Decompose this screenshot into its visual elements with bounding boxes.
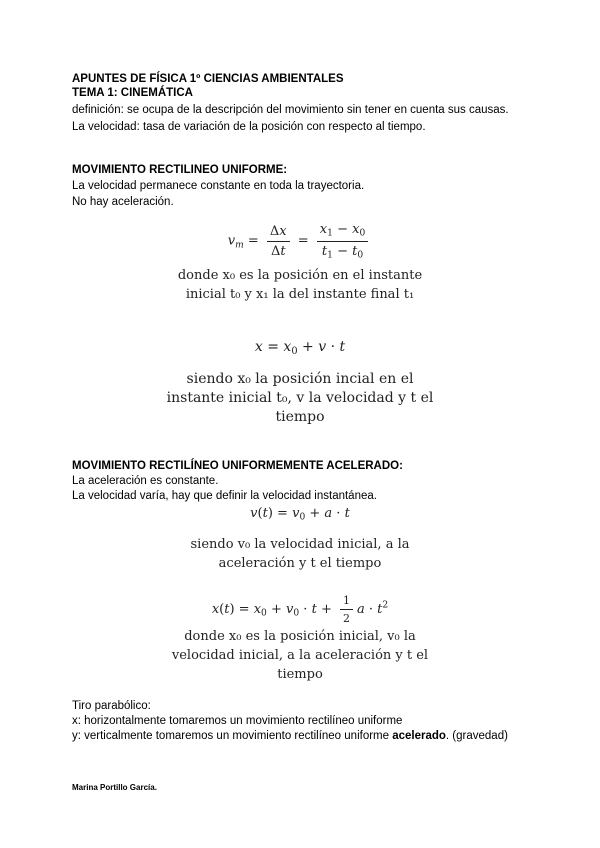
mrua-heading: MOVIMIENTO RECTILÍNEO UNIFORMEMENTE ACELERADO: <box>72 460 403 472</box>
author-footer: Marina Portillo García. <box>72 783 157 792</box>
mru-caption-2b: instante inicial t₀, v la velocidad y t el <box>166 390 434 406</box>
mru-caption-2a: siendo x₀ la posición incial en el <box>186 371 414 387</box>
tiro-x-line: x: horizontalmente tomaremos un movimiento rectilíneo uniforme <box>72 715 403 727</box>
velocity-definition: La velocidad: tasa de variación de la posición con respecto al tiempo. <box>72 121 426 133</box>
mrua-caption-1a: siendo v₀ la velocidad inicial, a la <box>190 537 410 552</box>
definition-text: definición: se ocupa de la descripción del movimiento sin tener en cuenta sus causas. <box>72 104 509 116</box>
mrua-caption-2a: donde x₀ es la posición inicial, v₀ la <box>184 629 416 644</box>
mrua-caption-1b: aceleración y t el tiempo <box>218 556 382 571</box>
mru-line-2: No hay aceleración. <box>72 196 174 208</box>
mrua-line-1: La aceleración es constante. <box>72 475 219 487</box>
tiro-y-text-bold: acelerado <box>392 730 446 742</box>
mrua-caption-2c: tiempo <box>277 667 323 682</box>
mrua-caption-2b: velocidad inicial, a la aceleración y t el <box>171 648 429 663</box>
mru-line-1: La velocidad permanece constante en toda la trayectoria. <box>72 180 365 192</box>
mru-velocity-formula: $v_m$ = $\frac{\Delta x}{\Delta t}$ = $\frac{x_1 - x_0}{t_1 - t_0}$ <box>0 222 600 260</box>
mrua-position-formula: $x(t) = x_0 + v_0 \cdot t$ + $\frac{1}{2}$ $a \cdot t^2$ <box>211 594 389 625</box>
tiro-y-text-pre: y: verticalmente tomaremos un movimiento rectilíneo uniforme <box>72 730 393 742</box>
tiro-heading: Tiro parabólico: <box>72 700 151 712</box>
mru-heading: MOVIMIENTO RECTILINEO UNIFORME: <box>72 164 288 176</box>
tiro-y-line <box>72 729 508 743</box>
mru-position-formula: $x = x_0 + v \cdot t$ <box>254 339 346 357</box>
mrua-velocity-formula: $v(t) = v_0 + a \cdot t$ <box>250 506 350 523</box>
tiro-y-text-post: . (gravedad) <box>445 730 508 742</box>
mru-caption-1b: inicial t₀ y x₁ la del instante final t₁ <box>185 287 415 302</box>
mru-caption-1a: donde x₀ es la posición en el instante <box>177 268 423 283</box>
topic-heading: TEMA 1: CINEMÁTICA <box>72 87 193 99</box>
document-title: APUNTES DE FÍSICA 1º CIENCIAS AMBIENTALES <box>72 73 344 85</box>
mrua-line-2: La velocidad varía, hay que definir la velocidad instantánea. <box>72 490 377 502</box>
mru-caption-2c: tiempo <box>275 409 325 425</box>
